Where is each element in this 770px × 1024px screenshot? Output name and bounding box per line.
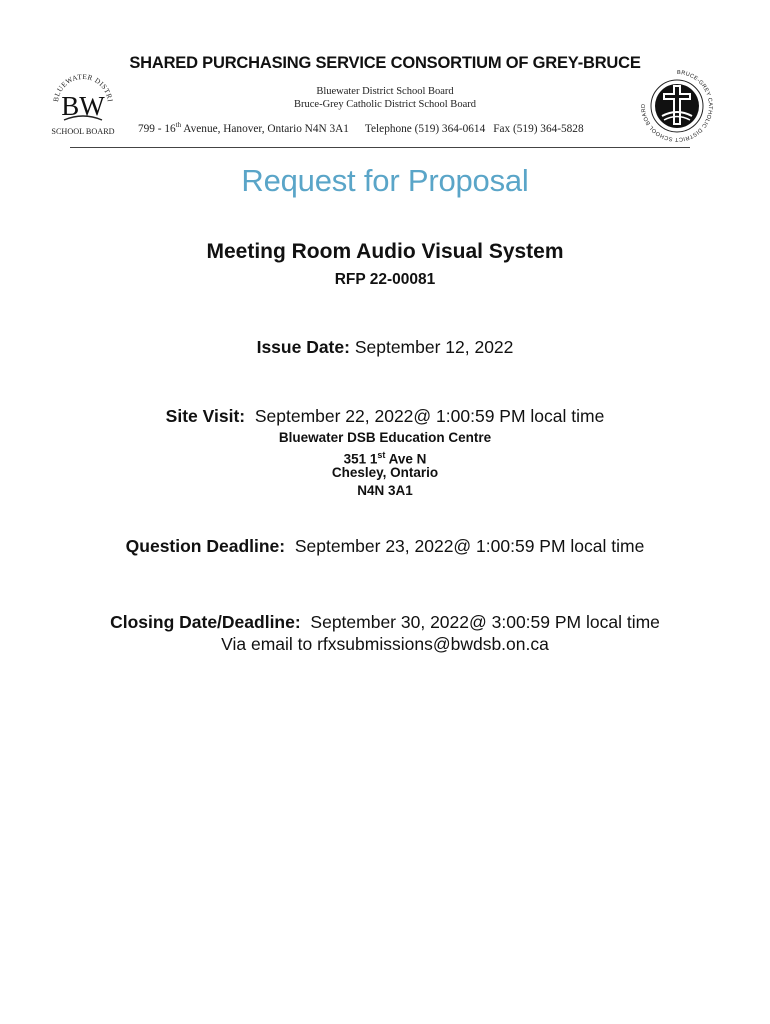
header-divider	[70, 147, 690, 148]
closing-deadline-line	[0, 612, 770, 633]
site-visit-value: September 22, 2022@ 1:00:59 PM local time	[245, 406, 605, 426]
question-deadline-label: Question Deadline:	[125, 536, 286, 556]
board-name-bruce-grey: Bruce-Grey Catholic District School Board	[294, 99, 476, 110]
submission-email-line: Via email to rfxsubmissions@bwdsb.on.ca	[221, 634, 549, 654]
site-venue-city: Chesley, Ontario	[331, 465, 439, 480]
address-line	[138, 121, 584, 135]
address-suffix: Avenue, Hanover, Ontario N4N 3A1	[181, 122, 349, 135]
issue-date-line	[0, 337, 770, 358]
fax-text: Fax (519) 364-5828	[493, 122, 584, 135]
telephone-text: Telephone (519) 364-0614	[364, 122, 486, 135]
address-ordinal: th	[175, 121, 182, 129]
site-visit-line	[0, 406, 770, 427]
issue-date-label: Issue Date:	[256, 337, 350, 357]
bluewater-logo-mark: BW	[61, 91, 105, 121]
board-name-bluewater: Bluewater District School Board	[316, 86, 454, 97]
project-title: Meeting Room Audio Visual System	[206, 240, 564, 263]
consortium-title: SHARED PURCHASING SERVICE CONSORTIUM OF GREY-BRUCE	[129, 54, 641, 72]
question-deadline-line	[0, 536, 770, 557]
site-street-suffix: Ave N	[385, 451, 427, 467]
bluewater-logo-bottom-text: SCHOOL BOARD	[51, 127, 115, 136]
question-deadline-value: September 23, 2022@ 1:00:59 PM local time	[285, 536, 645, 556]
issue-date-value: September 12, 2022	[349, 337, 514, 357]
site-venue-postal: N4N 3A1	[357, 483, 413, 498]
address-prefix: 799 - 16	[138, 122, 176, 135]
closing-deadline-label: Closing Date/Deadline:	[110, 612, 301, 632]
closing-deadline-value: September 30, 2022@ 3:00:59 PM local time	[300, 612, 660, 632]
site-venue-name: Bluewater DSB Education Centre	[278, 430, 492, 445]
bruce-grey-logo-arc-text: BRUCE-GREY CATHOLIC DISTRICT SCHOOL BOARD	[640, 69, 713, 142]
site-street-ordinal: st	[377, 450, 386, 460]
site-street-prefix: 351 1	[343, 451, 378, 467]
rfp-number: RFP 22-00081	[334, 271, 436, 288]
document-title: Request for Proposal	[241, 163, 529, 198]
site-visit-label: Site Visit:	[165, 406, 246, 426]
bluewater-logo-arc-text: BLUEWATER DISTRI	[52, 72, 114, 103]
